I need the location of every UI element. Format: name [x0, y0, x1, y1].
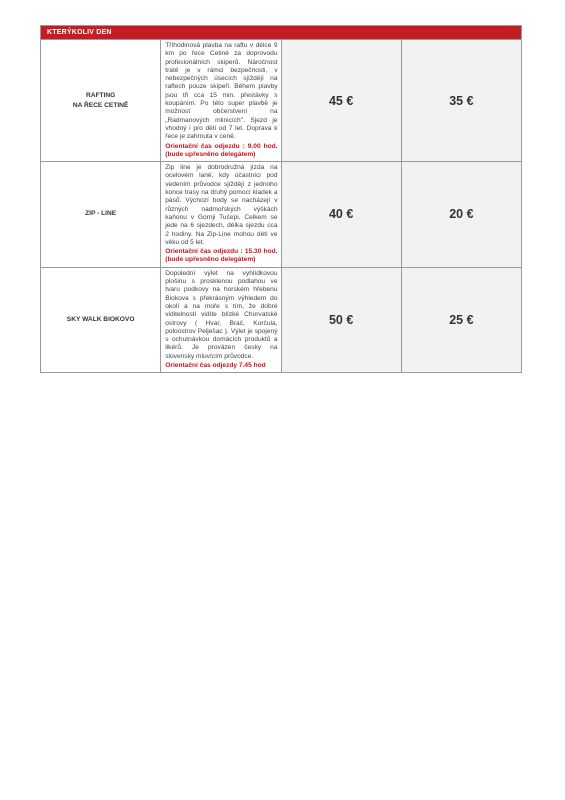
table-row [41, 162, 522, 268]
excursion-description: Zip line je dobrodružná jízda na ocelovém laně, kdy účastníci pod vedením průvodce sjíždějí z jednoho konce trasy na druhý pomocí kladek a pásů. Výchozí body se nacházejí v různých nadmořských výškách kaňonu v Gornji Tučepi. Celkem se jede na 6 sjezdech, délka sjezdu cca 2 hodiny. Na Zip-Line mohou děti ve věku od 5 let. [165, 164, 278, 246]
table-row [41, 40, 522, 162]
price-adult: 50 € [281, 267, 401, 373]
excursion-description: Tříhodinová plavba na raftu v délce 9 km po řece Cetině za doprovodu profesionálních skiperů. Náročnost tratě je v rámci bezpečnosti, v nebezpečných úsecích sjíždějí na raftech pouze skipeři. Během plavby jsou tři cca 15 min. přestávky s koupáním. Po této super plavbě je možnost občerstvení na „Radmanových mlinicích". Sjezd je vhodný i pro děti od 7 let. Doprava k řece je zahrnuta v ceně. [165, 42, 278, 141]
price-child: 25 € [401, 267, 521, 373]
price-adult: 40 € [281, 162, 401, 268]
price-child: 35 € [401, 40, 521, 162]
excursion-description-cell [161, 162, 281, 268]
excursion-name-line1: ZIP - LINE [85, 210, 117, 218]
excursion-description-cell [161, 40, 281, 162]
excursion-name-line2: NA ŘECE CETINĚ [72, 101, 129, 109]
excursion-name [41, 40, 161, 162]
excursion-description-cell [161, 267, 281, 373]
excursion-name [41, 162, 161, 268]
table-row [41, 267, 522, 373]
section-header-row [41, 26, 522, 40]
excursion-name-line1: SKY WALK BIOKOVO [66, 316, 135, 323]
section-title: KTERÝKOLIV DEN [41, 26, 522, 40]
price-child: 20 € [401, 162, 521, 268]
departure-time: Orientační čas odjezdy 7.45 hod [165, 361, 266, 369]
departure-time: Orientační čas odjezdu : 9.00 hod. (bude upřesněno delegátem) [165, 142, 278, 158]
excursion-name-line1: RAFTING [85, 91, 116, 99]
excursion-price-table [40, 25, 522, 373]
excursion-description: Dopolední výlet na vyhlídkovou plošinu s prosklenou podlahou ve tvaru podkovy na horském hřebenu Biokova s překrásným výhledem do okolí a na moře s tím, že dobré viditelnosti vidíte blízké Chorvatské ostrovy ( Hvar, Brač, Korčula, poloostrov Pelješac ). Výlet je spojený s ochutnávkou domácích produktů a likérů. Je provázen česky na slovensky mluvícím průvodce. [165, 269, 278, 360]
price-adult: 45 € [281, 40, 401, 162]
departure-time: Orientační čas odjezdu : 15.30 hod. (bude upřesněno delegátem) [165, 248, 278, 264]
excursion-name [41, 267, 161, 373]
